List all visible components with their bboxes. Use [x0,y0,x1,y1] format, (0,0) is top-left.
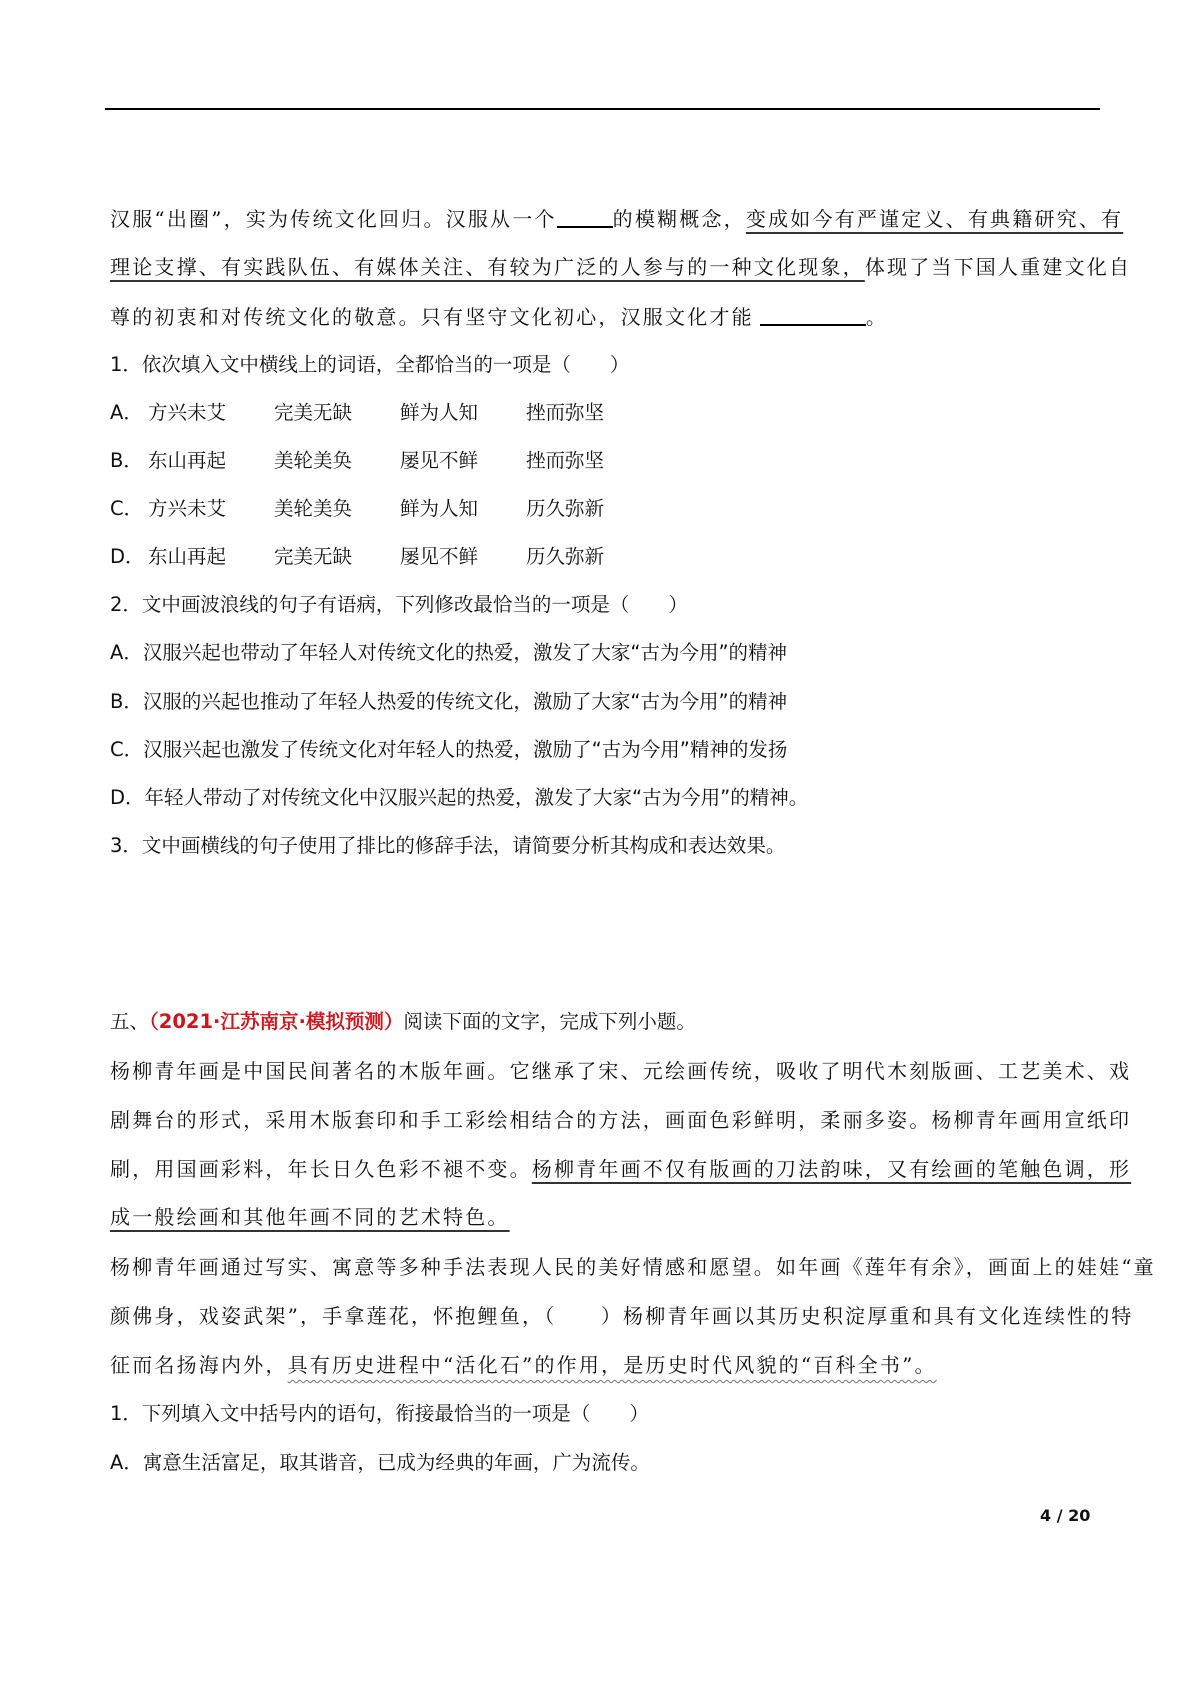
option-word: 挫而弥坚 [526,401,605,424]
question-2-option-d[interactable]: D．年轻人带动了对传统文化中汉服兴起的热爱，激发了大家“古为今用”的精神。 [110,786,809,809]
option-word: 东山再起 [148,449,227,472]
passage2-line: 剧舞台的形式，采用木版套印和手工彩绘相结合的方法，画面色彩鲜明，柔丽多姿。杨柳青年画用宣纸印 [110,1108,1132,1132]
option-word: 方兴未艾 [148,497,227,520]
question-3-stem: 3．文中画横线的句子使用了排比的修辞手法，请简要分析其构成和表达效果。 [110,834,786,857]
option-key: C． [110,497,144,520]
question-2-option-a[interactable]: A．汉服兴起也带动了年轻人对传统文化的热爱，激发了大家“古为今用”的精神 [110,641,788,664]
fill-blank-2 [760,302,866,326]
option-word: 历久弥新 [526,497,605,520]
option-key: D． [110,545,145,568]
option-key: B． [110,449,143,472]
question-1-stem: 1．依次填入文中横线上的词语，全都恰当的一项是（ ） [110,353,630,376]
option-word: 方兴未艾 [148,401,227,424]
section-5-heading [110,1008,696,1036]
option-word: 鲜为人知 [400,497,479,520]
section5-question-1-stem: 1．下列填入文中括号内的语句，衔接最恰当的一项是（ ） [110,1402,649,1425]
passage1-text: 汉服“出圈”，实为传统文化回归。汉服从一个 [110,207,557,231]
passage1-line2 [110,253,1131,281]
header-rule [105,108,1100,110]
option-word: 屡见不鲜 [400,449,479,472]
passage1-line1 [110,204,1123,233]
option-word: 美轮美奂 [274,449,353,472]
section-number: 五、 [110,1010,150,1033]
option-word: 东山再起 [148,545,227,568]
passage2-text: 征而名扬海内外， [110,1353,288,1377]
passage2-line: 杨柳青年画是中国民间著名的木版年画。它继承了宋、元绘画传统，吸收了明代木刻版画、工艺美术、戏 [110,1059,1132,1083]
question-2-stem: 2．文中画波浪线的句子有语病，下列修改最恰当的一项是（ ） [110,593,688,616]
passage2-line: 杨柳青年画通过写实、寓意等多种手法表现人民的美好情感和愿望。如年画《莲年有余》，画面上的娃娃“童 [110,1255,1156,1279]
passage1-line3 [110,302,888,331]
passage1-text: 的模糊概念， [612,207,746,231]
passage2-line: 颜佛身，戏姿武架”，手拿莲花，怀抱鲤鱼，（ ）杨柳青年画以其历史积淀厚重和具有文化连续性的特 [110,1304,1134,1328]
passage2-line [110,1203,510,1231]
passage1-text: 尊的初衷和对传统文化的敬意。只有坚守文化初心，汉服文化才能 [110,305,754,329]
source-tag: （2021·江苏南京·模拟预测） [149,1010,404,1033]
question-1-option-c[interactable] [110,495,604,523]
passage1-text: 。 [865,305,889,329]
passage1-text: 体现了当下国人重建文化自 [864,255,1132,279]
question-1-option-b[interactable] [110,447,604,475]
question-2-option-c[interactable]: C．汉服兴起也激发了传统文化对年轻人的热爱，激励了“古为今用”精神的发扬 [110,738,788,761]
option-word: 历久弥新 [526,545,605,568]
wavy-underlined-sentence: 具有历史进程中“活化石”的作用，是历史时代风貌的“百科全书”。 [287,1353,937,1377]
page-number: 4 / 20 [1040,1506,1091,1525]
option-word: 屡见不鲜 [400,545,479,568]
question-1-option-d[interactable] [110,543,604,571]
passage2-text: 刷，用国画彩料，年长日久色彩不褪不变。 [110,1157,532,1181]
option-word: 美轮美奂 [274,497,353,520]
underlined-sentence: 杨柳青年画不仅有版画的刀法韵味，又有绘画的笔触色调，形 [531,1157,1132,1181]
underlined-parallelism: 理论支撑、有实践队伍、有媒体关注、有较为广泛的人参与的一种文化现象， [110,255,865,279]
fill-blank-1 [557,204,613,228]
option-key: A． [110,401,143,424]
passage2-line [110,1351,937,1379]
question-1-option-a[interactable] [110,399,604,427]
underlined-sentence: 成一般绘画和其他年画不同的艺术特色。 [110,1205,510,1229]
option-word: 完美无缺 [274,545,353,568]
underlined-parallelism: 变成如今有严谨定义、有典籍研究、有 [745,207,1124,231]
option-word: 挫而弥坚 [526,449,605,472]
section5-question-1-option-a[interactable]: A．寓意生活富足，取其谐音，已成为经典的年画，广为流传。 [110,1451,650,1474]
section-instruction: 阅读下面的文字，完成下列小题。 [403,1010,696,1033]
option-word: 完美无缺 [274,401,353,424]
option-word: 鲜为人知 [400,401,479,424]
question-2-option-b[interactable]: B．汉服的兴起也推动了年轻人热爱的传统文化，激励了大家“古为今用”的精神 [110,690,788,713]
passage2-line [110,1155,1131,1183]
